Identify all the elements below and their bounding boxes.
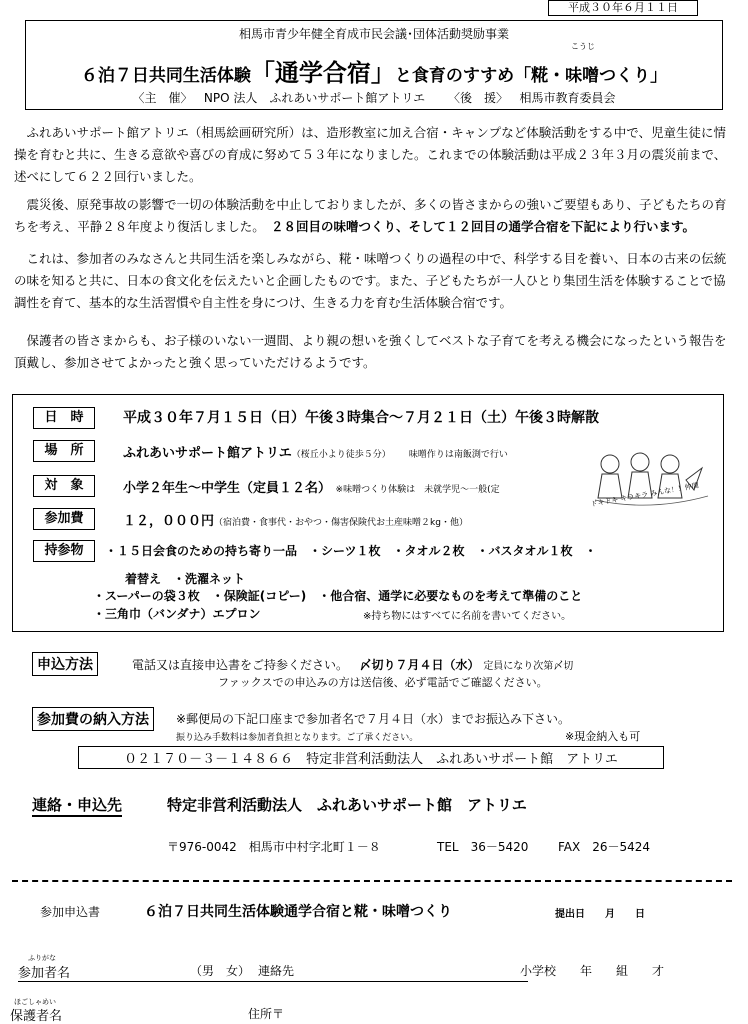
guardian-ruby: ほごしゃめい: [14, 998, 56, 1006]
apply-deadline-note: 定員になり次第〆切: [483, 661, 574, 672]
date-label: 日 時: [33, 407, 95, 429]
paragraph-2-text: 震災後、原発事故の影響で一切の体験活動を中止しておりましたが、多くの皆さまからの強いご要望もあり、子どもたちの育ちを考え、平静２８年度より復活しました。: [14, 197, 727, 234]
place-note-2: 味噌作りは南飯渕で行い: [408, 450, 508, 460]
children-illustration: [590, 450, 715, 510]
guardian-name-label: 保護者名: [10, 1009, 63, 1024]
organizer-label: 〈主 催〉: [132, 91, 193, 105]
title-part-a: ６泊７日共同生活体験: [80, 66, 251, 86]
fee-value: １２，０００円: [123, 514, 215, 529]
apply-label: 申込方法: [32, 652, 98, 676]
title-big: 「通学合宿」: [250, 59, 395, 87]
contact-field-label: 連絡先: [258, 964, 295, 978]
title-part-b: と食育のすすめ「糀・味噌つくり」: [394, 66, 668, 86]
payment-line-1: ※郵便局の下記口座まで参加者名で７月４日（水）までお振込み下さい。: [176, 712, 571, 726]
contact-org: 特定非営利活動法人 ふれあいサポート館 アトリエ: [167, 796, 527, 814]
paragraph-3: これは、参加者のみなさんと共同生活を楽しみながら、糀・味噌つくりの過程の中で、科学する目を養い、日本の古来の伝統の味を知ると共に、日本の食文化を伝えたいと企画したものです。また、子どもたちが一人ひとり集団生活を体験することで協調性を育て、基本的な生活習慣や自主性を身につけ、生きる力を育む生活体験合宿です。: [14, 251, 727, 310]
items-line-4: ・三角巾（バンダナ）エプロン: [93, 607, 261, 621]
paragraph-4: 保護者の皆さまからも、お子様のいない一週間、より親の想いを強くしてベストな子育てを考える機会になったという報告を頂戴し、参加させてよかったと強く思っていただけるようです。: [14, 333, 727, 370]
participant-name-label: 参加者名: [18, 966, 71, 981]
organizer-line: [26, 89, 722, 106]
cut-line: [12, 880, 732, 882]
payment-cash: ※現金納入も可: [565, 730, 641, 743]
sponsor-line: 相馬市青少年健全育成市民会議･団体活動奨励事業: [238, 27, 509, 41]
organizer: NPO 法人 ふれあいサポート館アトリエ: [203, 91, 426, 105]
school-field[interactable]: 小学校 年 組 才: [520, 964, 665, 978]
gender-field[interactable]: （男 女）: [190, 964, 251, 978]
target-row: [123, 477, 500, 496]
info-box: [12, 394, 724, 632]
address-field[interactable]: 住所〒: [248, 1007, 285, 1021]
paragraph-2-bold: ２８回目の味噌つくり、そして１２回目の通学合宿を下記により行います。: [271, 219, 696, 234]
target-note: ※味噌つくり体験は 未就学児～一般(定: [335, 485, 500, 495]
place-value: ふれあいサポート館アトリエ: [123, 446, 292, 461]
header-box: [25, 20, 723, 110]
apply-line-1: [132, 656, 573, 673]
items-line-1: ・１５日会食のための持ち寄り一品 ・シーツ１枚 ・タオル２枚 ・バスタオル１枚 ・: [105, 544, 597, 558]
place-label: 場 所: [33, 440, 95, 462]
ruby-koji: こうじ: [571, 42, 595, 51]
target-label: 対 象: [33, 475, 95, 497]
supporter: 相馬市教育委員会: [519, 91, 616, 105]
form-heading: 参加申込書: [40, 905, 101, 919]
items-note: ※持ち物にはすべてに名前を書いてください。: [363, 611, 572, 622]
date-value: 平成３０年７月１５日（日）午後３時集合～７月２１日（土）午後３時解散: [123, 410, 599, 426]
items-line-3: ・スーパーの袋３枚 ・保険証(コピー) ・他合宿、通学に必要なものを考えて準備のこと: [93, 589, 583, 603]
payment-line-2: 振り込み手数料は参加者負担となります。ご了承ください。: [176, 733, 419, 743]
contact-address: 〒976-0042 相馬市中村字北町１－８: [167, 840, 381, 854]
payment-label: 参加費の納入方法: [32, 707, 154, 731]
name-ruby: ふりがな: [28, 954, 56, 962]
fee-label: 参加費: [33, 508, 95, 530]
paragraph-1: ふれあいサポート館アトリエ（相馬絵画研究所）は、造形教室に加え合宿・キャンプなど体験活動をする中で、児童生徒に情操を育むと共に、生きる意欲や喜びの育成に努めて５３年になりました。これまでの体験活動は平成２３年３月の震災前まで、述べにして６２２回行いました。: [14, 125, 727, 184]
bank-account: ０２１７０－３－１４８６６ 特定非営利活動法人 ふれあいサポート館 アトリエ: [78, 746, 664, 769]
issue-date: 平成３０年６月１１日: [548, 0, 698, 16]
contact-fax: FAX 26－5424: [558, 840, 651, 854]
illustration-caption: ドキドキ キラキラ みんな！！仲間: [590, 481, 700, 509]
items-label: 持参物: [33, 540, 95, 562]
apply-deadline: 〆切り７月４日（水）: [359, 658, 480, 672]
items-line-2: 着替え ・洗濯ネット: [125, 572, 246, 586]
form-submit-date: 提出日 月 日: [555, 909, 645, 920]
form-title: ６泊７日共同生活体験通学合宿と糀・味噌つくり: [144, 904, 452, 920]
apply-text: 電話又は直接申込書をご持参ください。: [132, 658, 349, 672]
fee-row: [123, 510, 468, 529]
paragraph-2: [14, 194, 734, 238]
fee-note: （宿泊費・食事代・おやつ・傷害保険代お土産味噌２kg・他）: [214, 518, 468, 528]
supporter-label: 〈後 援〉: [448, 91, 509, 105]
target-value: 小学２年生～中学生（定員１２名）: [123, 481, 332, 496]
contact-tel: TEL 36－5420: [437, 840, 529, 854]
place-note: （桜丘小より徒歩５分）: [291, 450, 391, 460]
place-row: [123, 442, 508, 461]
main-title: [26, 53, 722, 88]
apply-line-2: ファックスでの申込みの方は送信後、必ず電話でご確認ください。: [218, 676, 548, 689]
contact-label: 連絡・申込先: [32, 794, 122, 817]
